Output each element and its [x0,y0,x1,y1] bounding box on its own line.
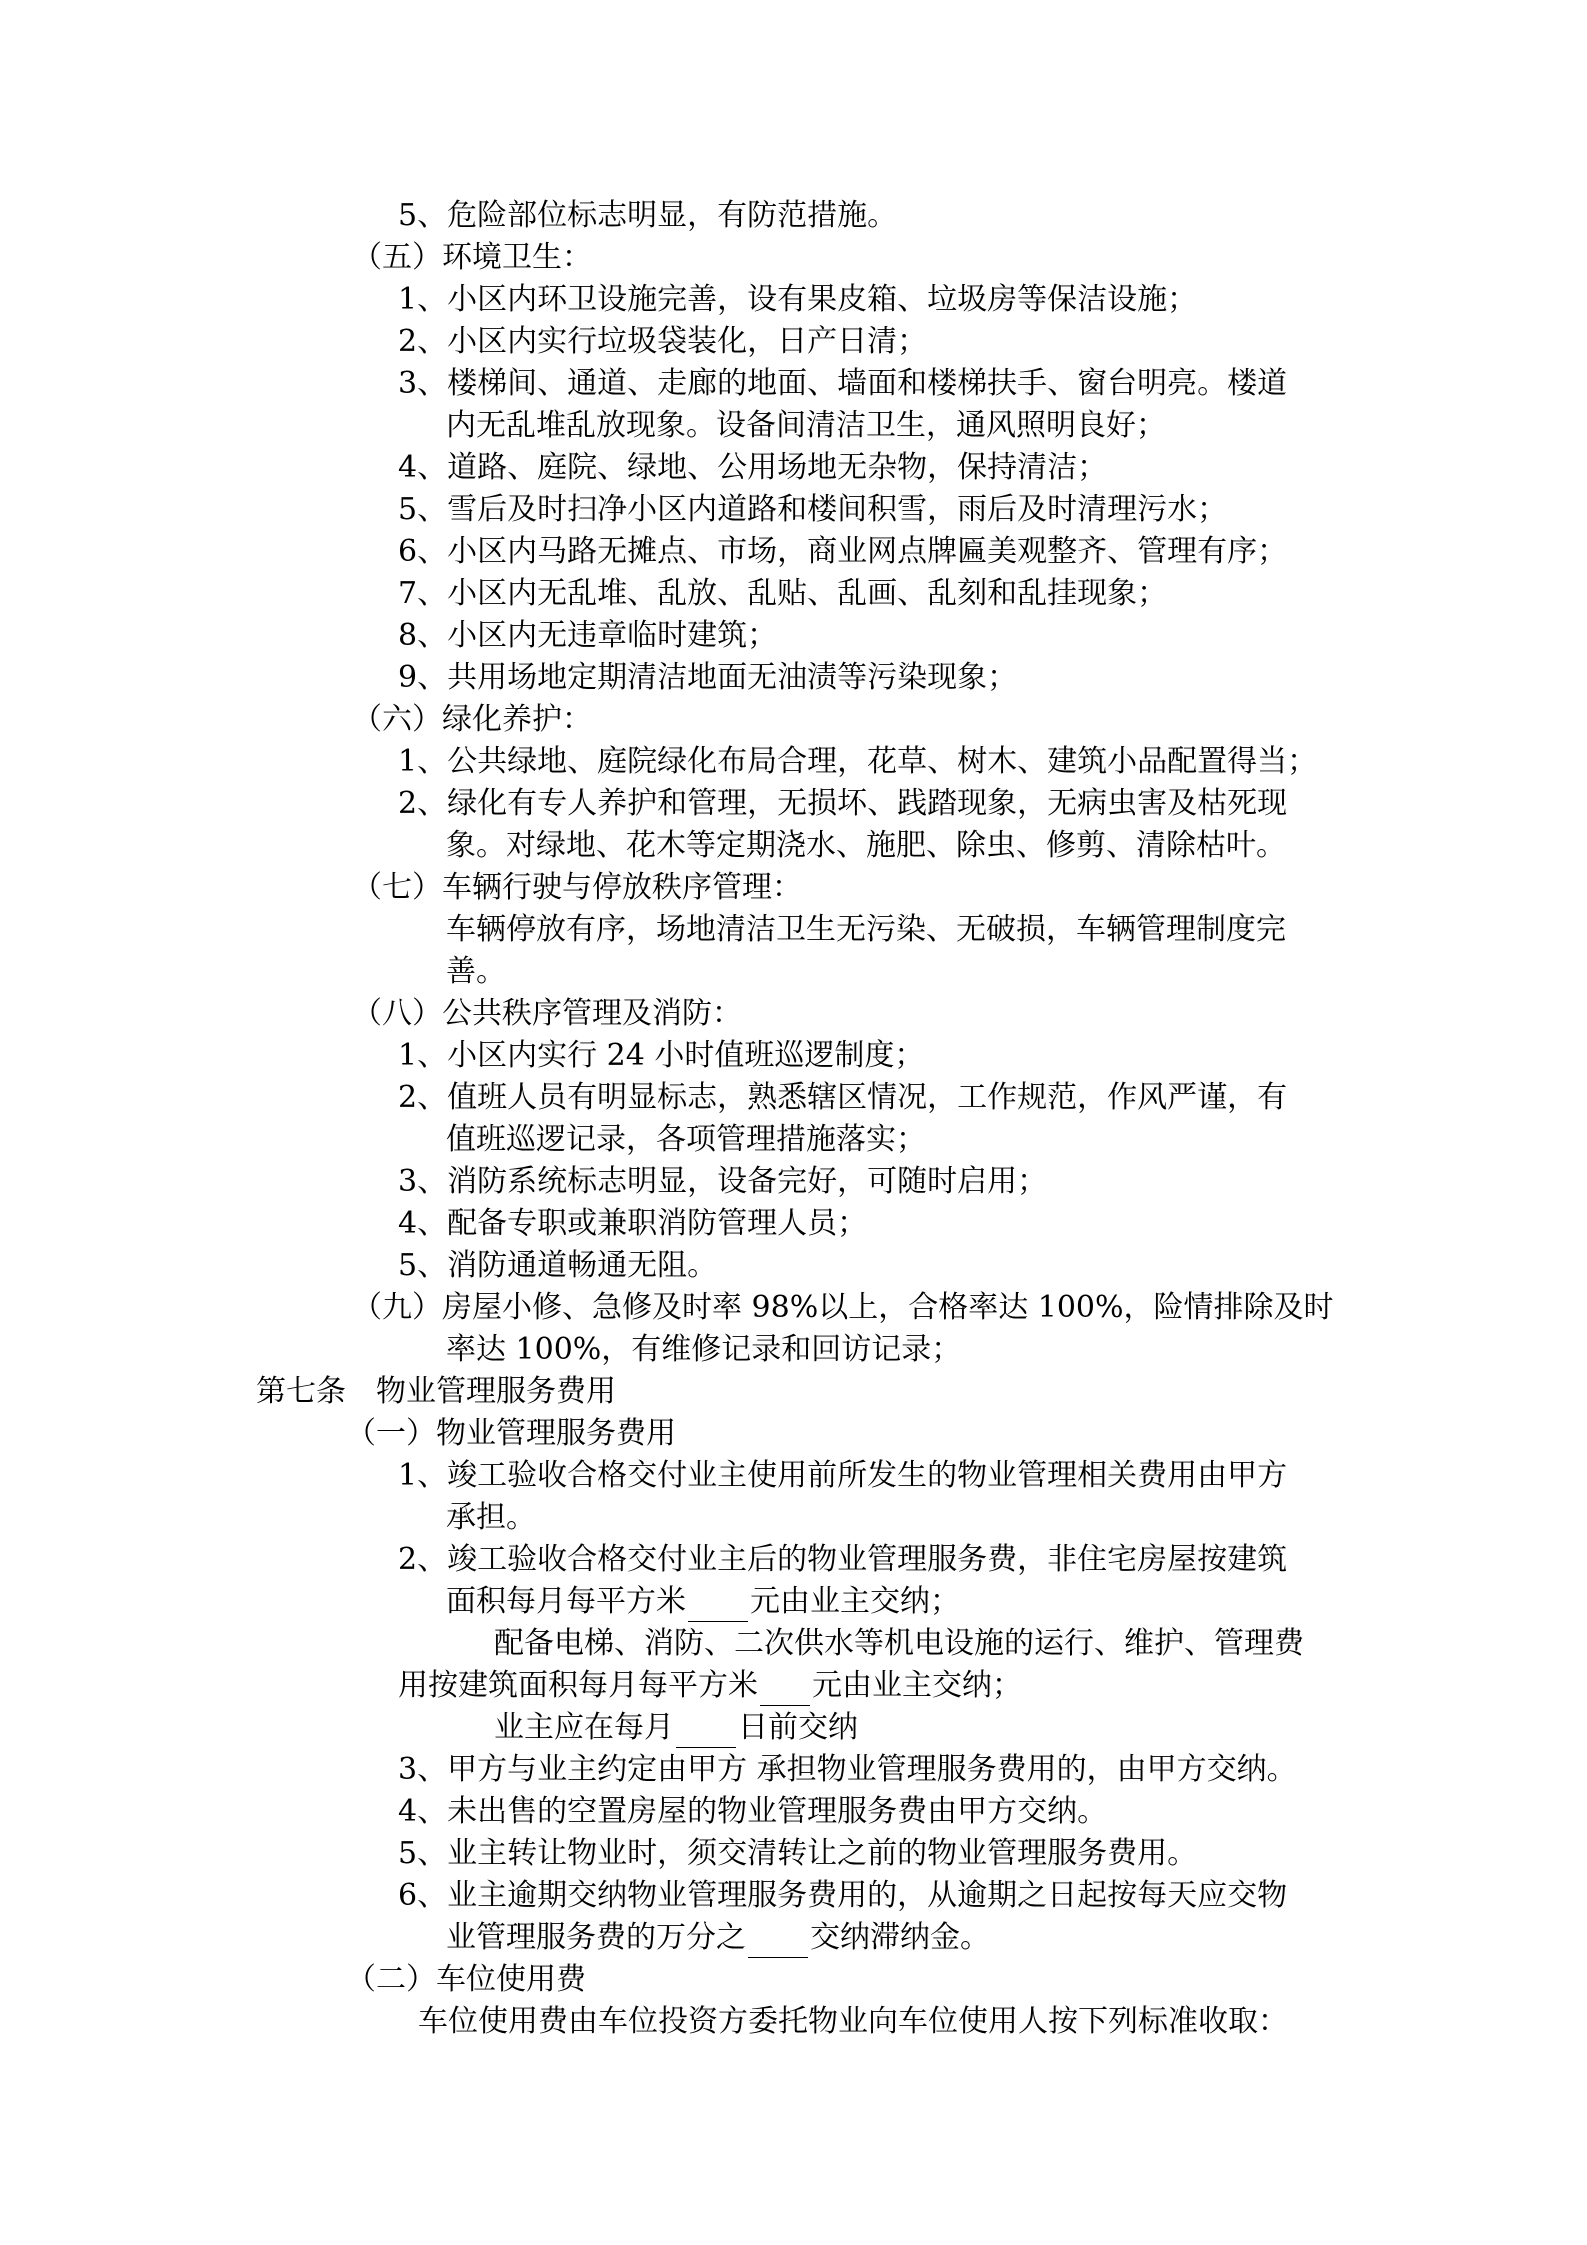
paragraph-line: 配备电梯、消防、二次供水等机电设施的运行、维护、管理费 [494,1626,1304,1661]
section-heading: （八）公共秩序管理及消防： [352,996,742,1031]
text-segment: 元由业主交纳； [750,1584,960,1619]
list-item: 3、甲方与业主约定由甲方 承担物业管理服务费用的，由甲方交纳。 [398,1752,1297,1787]
list-item: 5、雪后及时扫净小区内道路和楼间积雪，雨后及时清理污水； [398,492,1228,527]
list-item-continuation [446,1582,960,1622]
list-item-continuation: 值班巡逻记录，各项管理措施落实； [446,1122,926,1157]
list-item: 1、竣工验收合格交付业主使用前所发生的物业管理相关费用由甲方 [398,1458,1288,1493]
list-item: 6、业主逾期交纳物业管理服务费用的，从逾期之日起按每天应交物 [398,1878,1288,1913]
section-heading: （七）车辆行驶与停放秩序管理： [352,870,802,905]
list-item-continuation: 承担。 [446,1500,536,1535]
section-heading: （五）环境卫生： [352,240,592,275]
list-item: 8、小区内无违章临时建筑； [398,618,778,653]
paragraph-line: 善。 [446,954,506,989]
article-heading: 第七条 物业管理服务费用 [256,1374,616,1409]
list-item: 5、业主转让物业时，须交清转让之前的物业管理服务费用。 [398,1836,1198,1871]
list-item: 4、未出售的空置房屋的物业管理服务费由甲方交纳。 [398,1794,1108,1829]
list-item-continuation [446,1918,990,1958]
list-item: 1、公共绿地、庭院绿化布局合理，花草、树木、建筑小品配置得当； [398,744,1318,779]
list-item: 5、消防通道畅通无阻。 [398,1248,718,1283]
list-item: 4、配备专职或兼职消防管理人员； [398,1206,868,1241]
paragraph-line [494,1708,858,1748]
fill-in-blank [760,1677,810,1706]
text-segment: 元由业主交纳； [812,1668,1022,1703]
list-item: 3、楼梯间、通道、走廊的地面、墙面和楼梯扶手、窗台明亮。楼道 [398,366,1288,401]
text-segment: 日前交纳 [738,1710,858,1745]
fill-in-blank [748,1929,808,1958]
text-segment: 用按建筑面积每月每平方米 [398,1668,758,1703]
text-segment: 交纳滞纳金。 [810,1920,990,1955]
section-heading: （二）车位使用费 [346,1962,586,1997]
list-item-continuation: 象。对绿地、花木等定期浇水、施肥、除虫、修剪、清除枯叶。 [446,828,1286,863]
section-heading: （一）物业管理服务费用 [346,1416,676,1451]
text-segment: 业主应在每月 [494,1710,674,1745]
section-heading: （九）房屋小修、急修及时率 98%以上，合格率达 100%，险情排除及时 [352,1290,1334,1325]
paragraph-line: 车位使用费由车位投资方委托物业向车位使用人按下列标准收取： [418,2004,1288,2039]
list-item: 4、道路、庭院、绿地、公用场地无杂物，保持清洁； [398,450,1108,485]
text-segment: 业管理服务费的万分之 [446,1920,746,1955]
list-item: 2、竣工验收合格交付业主后的物业管理服务费，非住宅房屋按建筑 [398,1542,1288,1577]
list-item: 3、消防系统标志明显，设备完好，可随时启用； [398,1164,1048,1199]
fill-in-blank [676,1719,736,1748]
paragraph-line: 率达 100%，有维修记录和回访记录； [446,1332,962,1367]
list-item: 1、小区内实行 24 小时值班巡逻制度； [398,1038,925,1073]
section-heading: （六）绿化养护： [352,702,592,737]
list-item: 2、值班人员有明显标志，熟悉辖区情况，工作规范，作风严谨，有 [398,1080,1288,1115]
list-item: 7、小区内无乱堆、乱放、乱贴、乱画、乱刻和乱挂现象； [398,576,1168,611]
paragraph-line: 车辆停放有序，场地清洁卫生无污染、无破损，车辆管理制度完 [446,912,1286,947]
text-segment: 面积每月每平方米 [446,1584,686,1619]
list-item: 2、小区内实行垃圾袋装化，日产日清； [398,324,928,359]
fill-in-blank [688,1593,748,1622]
list-item: 9、共用场地定期清洁地面无油渍等污染现象； [398,660,1018,695]
list-item: 2、绿化有专人养护和管理，无损坏、践踏现象，无病虫害及枯死现 [398,786,1288,821]
paragraph-line [398,1666,1022,1706]
list-item: 1、小区内环卫设施完善，设有果皮箱、垃圾房等保洁设施； [398,282,1198,317]
list-item-continuation: 内无乱堆乱放现象。设备间清洁卫生，通风照明良好； [446,408,1166,443]
list-item: 5、危险部位标志明显，有防范措施。 [398,198,898,233]
list-item: 6、小区内马路无摊点、市场，商业网点牌匾美观整齐、管理有序； [398,534,1288,569]
